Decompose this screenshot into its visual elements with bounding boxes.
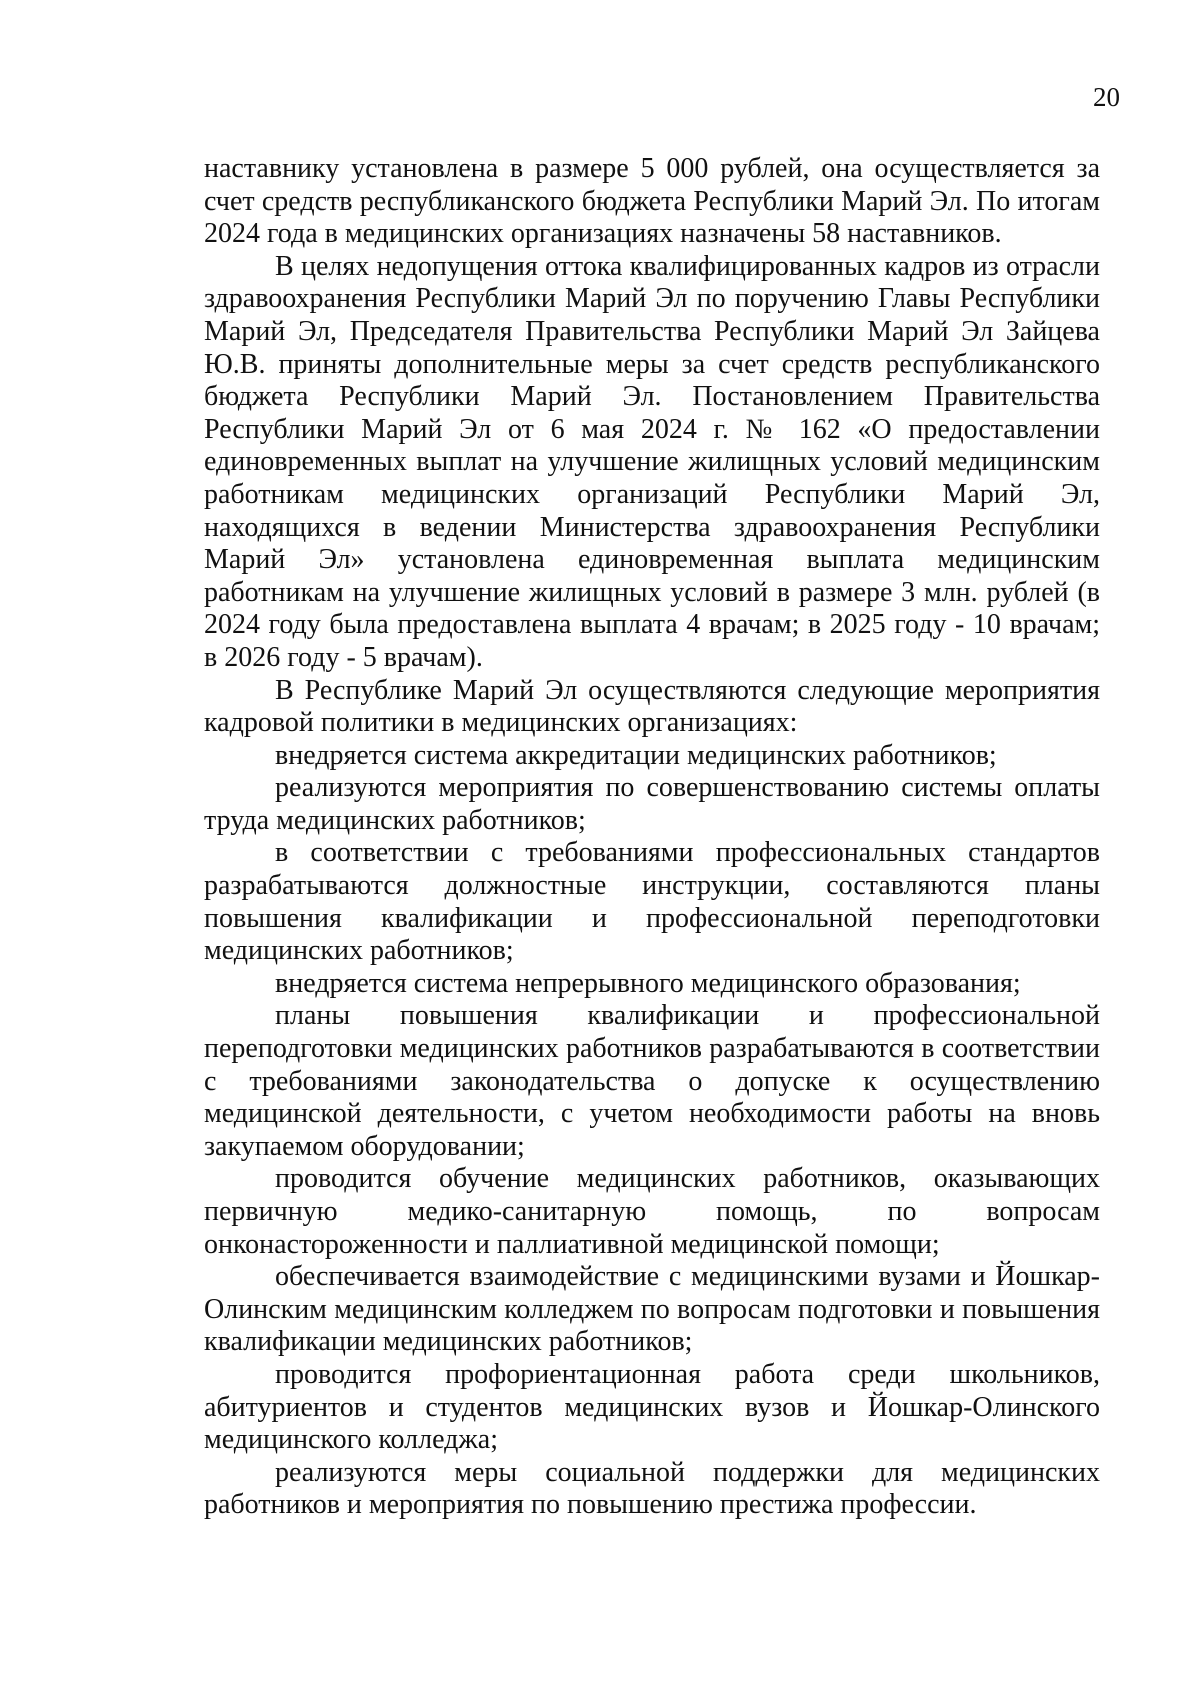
list-item: в соответствии с требованиями профессиональных стандартов разрабатываются должностные инструкции, составляются планы повышения квалификации и профессиональной переподготовки медицинских работников; — [204, 837, 1100, 967]
document-body — [204, 153, 1100, 1522]
list-item: реализуются мероприятия по совершенствованию системы оплаты труда медицинских работников; — [204, 772, 1100, 836]
list-item: проводится обучение медицинских работников, оказывающих первичную медико-санитарную помощь, по вопросам онконастороженности и паллиативной медицинской помощи; — [204, 1163, 1100, 1260]
list-item: планы повышения квалификации и профессиональной переподготовки медицинских работников разрабатываются в соответствии с требованиями законодательства о допуске к осуществлению медицинской деятельности, с учетом необходимости работы на вновь закупаемом оборудовании; — [204, 1000, 1100, 1162]
list-item: обеспечивается взаимодействие с медицинскими вузами и Йошкар-Олинским медицинским колледжем по вопросам подготовки и повышения квалификации медицинских работников; — [204, 1261, 1100, 1358]
list-item: реализуются меры социальной поддержки для медицинских работников и мероприятия по повышению престижа профессии. — [204, 1456, 1100, 1521]
page-number: 20 — [1093, 82, 1120, 112]
list-item: внедряется система непрерывного медицинского образования; — [275, 967, 1021, 999]
list-item: внедряется система аккредитации медицинских работников; — [275, 739, 997, 771]
paragraph: В Республике Марий Эл осуществляются следующие мероприятия кадровой политики в медицинских организациях: — [204, 674, 1100, 739]
paragraph: В целях недопущения оттока квалифицированных кадров из отрасли здравоохранения Республики Марий Эл по поручению Главы Республики Марий Эл, Председателя Правительства Республики Марий Эл Зайцева Ю.В. приняты дополнительные меры за счет средств республиканского бюджета Республики Марий Эл. Постановлением Правительства Республики Марий Эл от 6 мая 2024 г. № 162 «О предоставлении единовременных выплат на улучшение жилищных условий медицинским работникам медицинских организаций Республики Марий Эл, находящихся в ведении Министерства здравоохранения Республики Марий Эл» установлена единовременная выплата медицинским работникам на улучшение жилищных условий в размере 3 млн. рублей (в 2024 году была предоставлена выплата 4 врачам; в 2025 году - 10 врачам; в 2026 году - 5 врачам). — [204, 250, 1100, 673]
paragraph: наставнику установлена в размере 5 000 рублей, она осуществляется за счет средств республиканского бюджета Республики Марий Эл. По итогам 2024 года в медицинских организациях назначены 58 наставников. — [204, 153, 1100, 250]
list-item: проводится профориентационная работа среди школьников, абитуриентов и студентов медицинских вузов и Йошкар-Олинского медицинского колледжа; — [204, 1358, 1100, 1456]
